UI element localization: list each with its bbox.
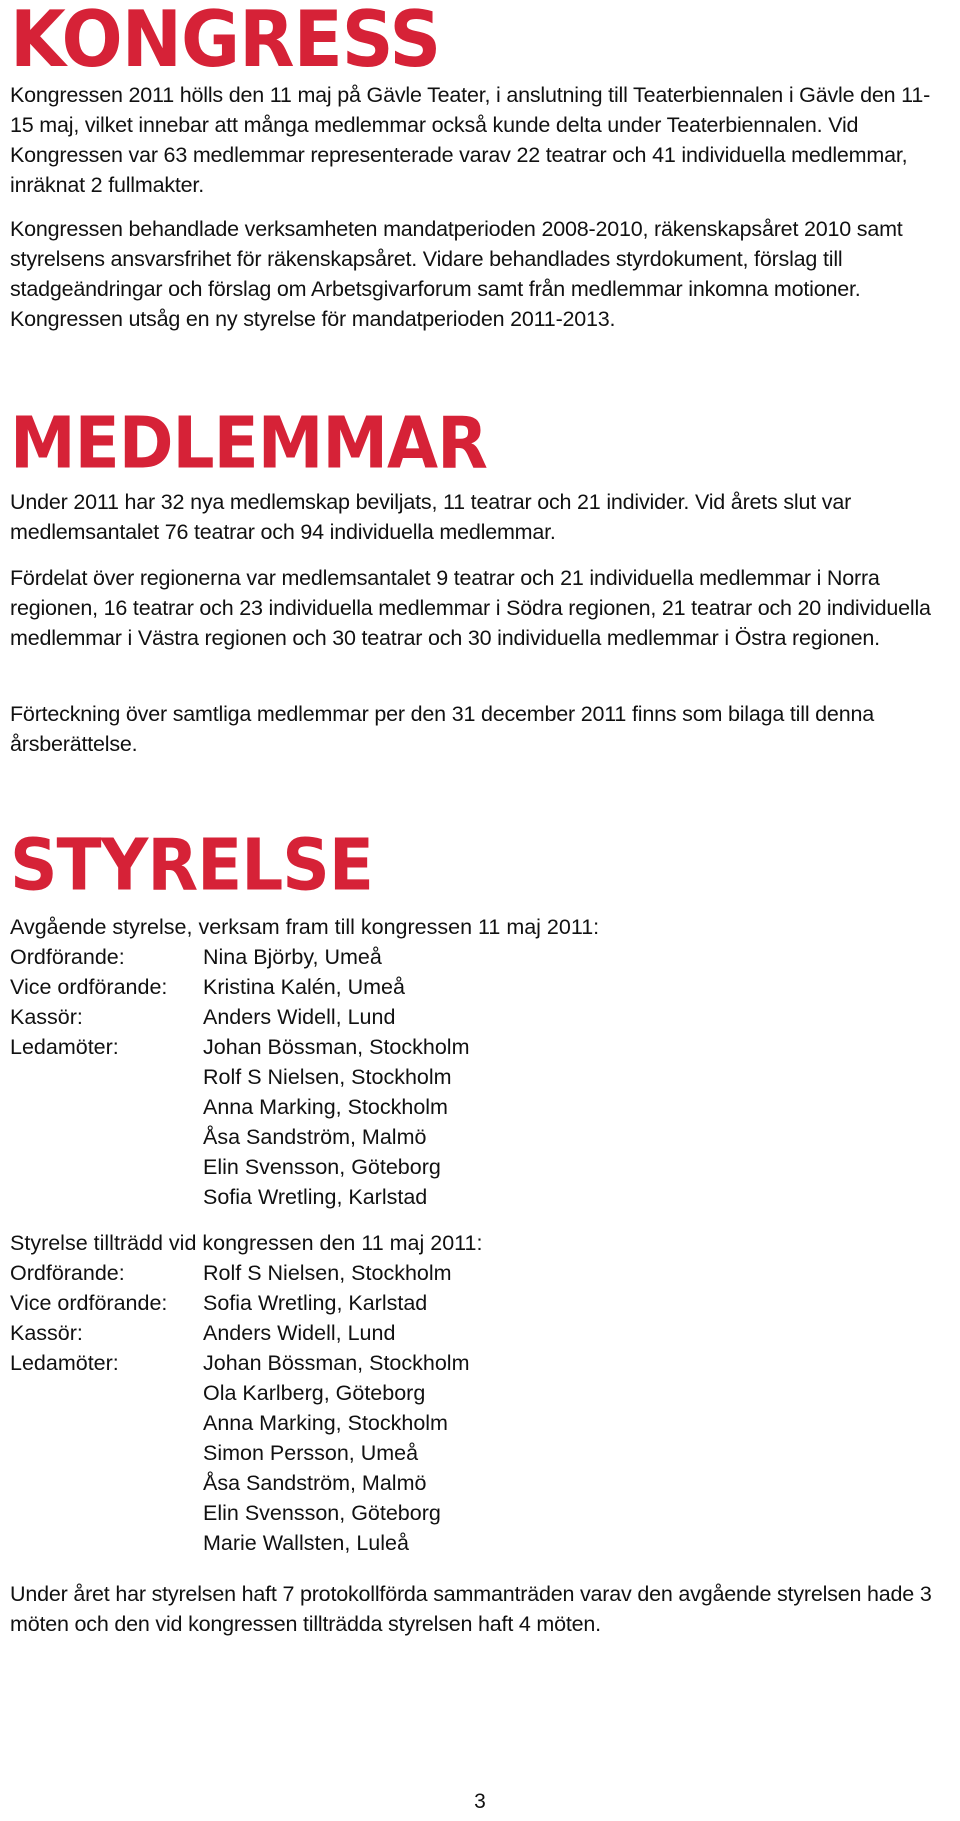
board-role: Kassör: — [10, 1005, 83, 1029]
board-row — [10, 942, 945, 972]
board-row — [10, 1032, 945, 1062]
board-role — [10, 1498, 203, 1528]
heading-kongress: KONGRESS — [10, 0, 441, 85]
board-role: Kassör: — [10, 1321, 83, 1345]
board-member-name: Anna Marking, Stockholm — [203, 1095, 448, 1119]
board-row — [10, 1182, 945, 1212]
board-role: Vice ordförande: — [10, 975, 168, 999]
board-role — [10, 1062, 203, 1092]
medlemmar-paragraph-2: Fördelat över regionerna var medlemsantalet 9 teatrar och 21 individuella medlemmar i Norra regionen, 16 teatrar och 23 individuella medlemmar i Södra regionen, 21 teatrar och 20 individuella medlemmar i Västra regionen och 30 teatrar och 30 individuella medlemmar i Östra regionen. — [10, 566, 931, 650]
board-row — [10, 1092, 945, 1122]
board-member-name: Anders Widell, Lund — [203, 1321, 396, 1345]
board-row — [10, 1122, 945, 1152]
board-row — [10, 1258, 945, 1288]
kongress-section — [10, 80, 945, 200]
board-role — [10, 1408, 203, 1438]
board-member-name: Rolf S Nielsen, Stockholm — [203, 1065, 452, 1089]
board-row — [10, 1438, 945, 1468]
kongress-paragraph-2: Kongressen behandlade verksamheten mandatperioden 2008-2010, räkenskapsåret 2010 samt styrelsens ansvarsfrihet för räkenskapsåret. Vidare behandlades styrdokument, förslag till stadgeändringar och förslag om Arbetsgivarforum samt från medlemmar inkomna motioner. Kongressen utsåg en ny styrelse för mandatperioden 2011-2013. — [10, 217, 903, 331]
old-board-list — [10, 942, 945, 1212]
board-row — [10, 1408, 945, 1438]
board-row — [10, 1318, 945, 1348]
old-board-intro: Avgående styrelse, verksam fram till kongressen 11 maj 2011: — [10, 915, 600, 939]
board-member-name: Anna Marking, Stockholm — [203, 1411, 448, 1435]
board-role: Ordförande: — [10, 1261, 125, 1285]
board-role — [10, 1468, 203, 1498]
board-row — [10, 972, 945, 1002]
board-row — [10, 1348, 945, 1378]
board-member-name: Sofia Wretling, Karlstad — [203, 1185, 428, 1209]
closing-paragraph: Under året har styrelsen haft 7 protokollförda sammanträden varav den avgående styrelsen hade 3 möten och den vid kongressen tillträdda styrelsen haft 4 möten. — [10, 1582, 932, 1636]
medlemmar-section-3 — [10, 699, 945, 759]
board-member-name: Kristina Kalén, Umeå — [203, 975, 405, 999]
medlemmar-section-2 — [10, 563, 945, 653]
heading-medlemmar: MEDLEMMAR — [10, 401, 487, 485]
board-role — [10, 1152, 203, 1182]
closing-section — [10, 1579, 945, 1639]
board-row — [10, 1468, 945, 1498]
board-row — [10, 1378, 945, 1408]
board-member-name: Nina Björby, Umeå — [203, 945, 382, 969]
medlemmar-section — [10, 487, 945, 547]
medlemmar-paragraph-3: Förteckning över samtliga medlemmar per den 31 december 2011 finns som bilaga till denna årsberättelse. — [10, 702, 874, 756]
board-row — [10, 1498, 945, 1528]
board-role: Ledamöter: — [10, 1351, 119, 1375]
board-member-name: Sofia Wretling, Karlstad — [203, 1291, 428, 1315]
board-row — [10, 1152, 945, 1182]
board-member-name: Ola Karlberg, Göteborg — [203, 1381, 426, 1405]
medlemmar-paragraph-1: Under 2011 har 32 nya medlemskap beviljats, 11 teatrar och 21 individer. Vid årets slut var medlemsantalet 76 teatrar och 94 individuella medlemmar. — [10, 490, 852, 544]
board-role — [10, 1528, 203, 1558]
board-role: Vice ordförande: — [10, 1291, 168, 1315]
board-role — [10, 1182, 203, 1212]
kongress-section-2 — [10, 214, 945, 334]
board-row — [10, 1528, 945, 1558]
board-member-name: Marie Wallsten, Luleå — [203, 1531, 409, 1555]
board-member-name: Åsa Sandström, Malmö — [203, 1471, 427, 1495]
old-board — [10, 912, 945, 1212]
board-role — [10, 1122, 203, 1152]
page-number: 3 — [474, 1790, 486, 1813]
new-board-list — [10, 1258, 945, 1558]
board-role — [10, 1438, 203, 1468]
kongress-paragraph-1: Kongressen 2011 hölls den 11 maj på Gävle Teater, i anslutning till Teaterbiennalen i Gävle den 11-15 maj, vilket innebar att många medlemmar också kunde delta under Teaterbiennalen. Vid Kongressen var 63 medlemmar representerade varav 22 teatrar och 41 individuella medlemmar, inräknat 2 fullmakter. — [10, 83, 931, 197]
board-member-name: Åsa Sandström, Malmö — [203, 1125, 427, 1149]
new-board — [10, 1228, 945, 1558]
board-member-name: Anders Widell, Lund — [203, 1005, 396, 1029]
board-member-name: Rolf S Nielsen, Stockholm — [203, 1261, 452, 1285]
board-row — [10, 1062, 945, 1092]
board-member-name: Johan Bössman, Stockholm — [203, 1351, 470, 1375]
board-member-name: Elin Svensson, Göteborg — [203, 1155, 441, 1179]
board-role — [10, 1092, 203, 1122]
board-row — [10, 1288, 945, 1318]
board-member-name: Johan Bössman, Stockholm — [203, 1035, 470, 1059]
board-role: Ledamöter: — [10, 1035, 119, 1059]
board-row — [10, 1002, 945, 1032]
heading-styrelse: STYRELSE — [10, 823, 373, 907]
board-member-name: Simon Persson, Umeå — [203, 1441, 419, 1465]
board-role: Ordförande: — [10, 945, 125, 969]
board-role — [10, 1378, 203, 1408]
board-member-name: Elin Svensson, Göteborg — [203, 1501, 441, 1525]
new-board-intro: Styrelse tillträdd vid kongressen den 11 maj 2011: — [10, 1231, 483, 1255]
